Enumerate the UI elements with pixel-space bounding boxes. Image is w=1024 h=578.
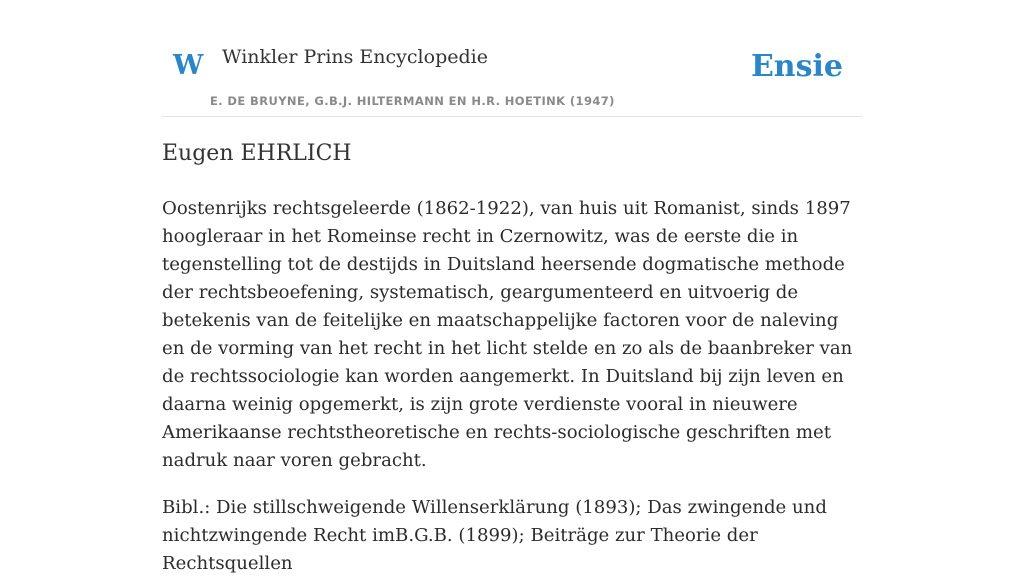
site-logo-icon[interactable]: W [173,50,204,81]
entry-paragraph: Oostenrijks rechtsgeleerde (1862-1922), van huis uit Romanist, sinds 1897 hoogleraar in het Romeinse recht in Czernowitz, was de eerste die in tegenstelling tot de destijds in Duitsland heersende dogmatische methode der rechtsbeoefening, systematisch, geargumenteerd en uitvoerig de betekenis van de feitelijke en maatschappelijke factoren voor de naleving en de vorming van het recht in het licht stelde en zo als de baanbreker van de rechtssociologie kan worden aangemerkt. In Duitsland bij zijn leven en daarna weinig opgemerkt, is zijn grote verdienste vooral in nieuwere Amerikaanse rechtstheoretische en rechts-sociologische geschriften met nadruk naar voren gebracht. [162,197,853,471]
site-authors: E. DE BRUYNE, G.B.J. HILTERMANN EN H.R. HOETINK (1947) [210,94,615,108]
entry-bibliography: Bibl.: Die stillschweigende Willenserklärung (1893); Das zwingende und nichtzwingende Recht imB.G.B. (1899); Beiträge zur Theorie der Rechtsquellen [162,496,827,574]
site-header [162,0,862,117]
brand-logo[interactable]: Ensie [750,49,843,84]
entry-title: Eugen EHRLICH [162,141,352,166]
site-title[interactable]: Winkler Prins Encyclopedie [222,46,488,68]
